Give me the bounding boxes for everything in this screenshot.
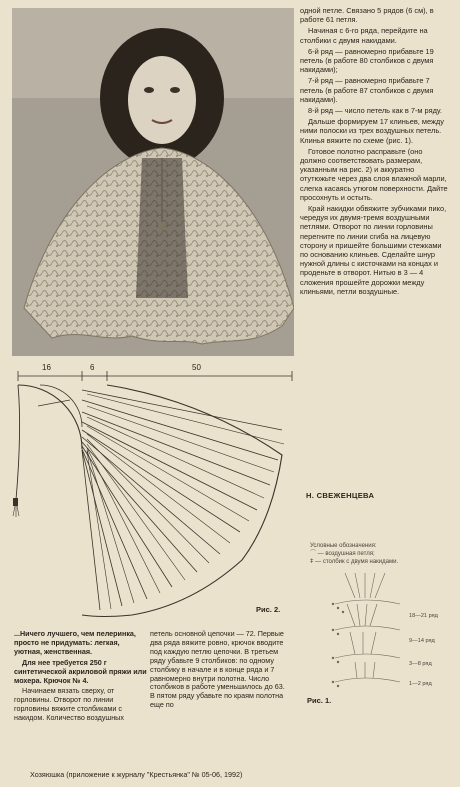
figure-2-schematic (12, 360, 296, 625)
row-label: 3—8 ряд (409, 661, 432, 667)
row-label: 9—14 ряд (409, 638, 435, 644)
legend-title: Условные обозначения: (310, 543, 377, 549)
paragraph: одной петле. Связано 5 рядов (6 см), в работе 61 петля. (300, 6, 434, 25)
capelet-diagram (12, 360, 296, 625)
paragraph: 7-й ряд — равномерно прибавьте 7 петель (в работе 87 столбиков с двумя накидами). (300, 76, 434, 104)
figure-1-caption: Рис. 1. (307, 696, 332, 705)
chain-stitch-icon: ⌒ (310, 551, 318, 557)
materials-text: Для нее требуется 250 г синтетической акриловой пряжи или мохера. Крючок № 4. (14, 657, 147, 685)
dimension-label: 50 (192, 363, 201, 372)
dimension-label: 6 (90, 363, 95, 372)
paragraph: Начинаем вязать сверху, от горловины. Отворот по линии горловины вяжите столбиками с накидом. Количество воздушных (14, 686, 124, 723)
row-label: 18—21 ряд (409, 613, 438, 619)
dimension-label: 16 (42, 363, 51, 372)
figure-1-stitch-chart (305, 568, 453, 708)
page-footer: Хозяюшка (приложение к журналу "Крестьянка" № 05-06, 1992) (30, 770, 243, 779)
paragraph: 8-й ряд — число петель как в 7-м ряду. (308, 106, 442, 116)
paragraph: Край накидки обвяжите зубчиками пико, чередуя их двумя-тремя воздушными петлями. Отворот по линии горловины перегните по линии сгиба на лицевую сторону и пришейте большими стежками по основанию клиньев. Сделайте шнур нужной длины с кисточками на концах и проденьте в отворот. Нитью в 3 — 4 сложения прошейте дорожки между клиньями, петли воздушные. (300, 204, 447, 296)
model-photo (12, 8, 294, 356)
paragraph: 6-й ряд — равномерно прибавьте 19 петель (в работе 80 столбиков с двумя накидами); (300, 46, 434, 75)
paragraph: петель основной цепочки — 72. Первые два ряда вяжите ровно, крючок вводите под каждую петлю цепочки. В третьем ряду убавьте 9 столбиков: по одному столбику в начале и в конце ряда и 7 равномерно внутри полотна. Число столбиков в работе уменьшилось до 63. В пятом ряду убавьте по краям полотна еще по (150, 629, 285, 710)
figure-2-caption: Рис. 2. (256, 605, 281, 614)
paragraph: Начиная с 6-го ряда, перейдите на столбики с двумя накидами. (300, 26, 428, 45)
intro-text: ...Ничего лучшего, чем пелеринка, просто не придумать: легкая, уютная, женственная. (14, 629, 136, 656)
paragraph: Дальше формируем 17 клиньев, между ними полоски из трех воздушных петель. Клинья вяжите по схеме (рис. 1). (300, 117, 444, 145)
symbol-legend (310, 542, 452, 566)
author-signature: Н. СВЕЖЕНЦЕВА (306, 491, 375, 500)
middle-column-text (150, 630, 290, 712)
left-column-text (14, 630, 148, 725)
legend-item: — воздушная петля; (317, 551, 375, 557)
right-column-text (300, 6, 450, 298)
paragraph: Готовое полотно расправьте (оно должно соответствовать размерам, указанным на рис. 2) и аккуратно отутюжьте через два слоя влажной марли, слегка касаясь утюгом поверхности. Дайте просохнуть и остыть. (300, 146, 448, 202)
row-label: 1—2 ряд (409, 681, 432, 687)
double-treble-icon: ǂ (310, 559, 316, 565)
legend-item: — столбик с двумя накидами. (315, 559, 399, 565)
